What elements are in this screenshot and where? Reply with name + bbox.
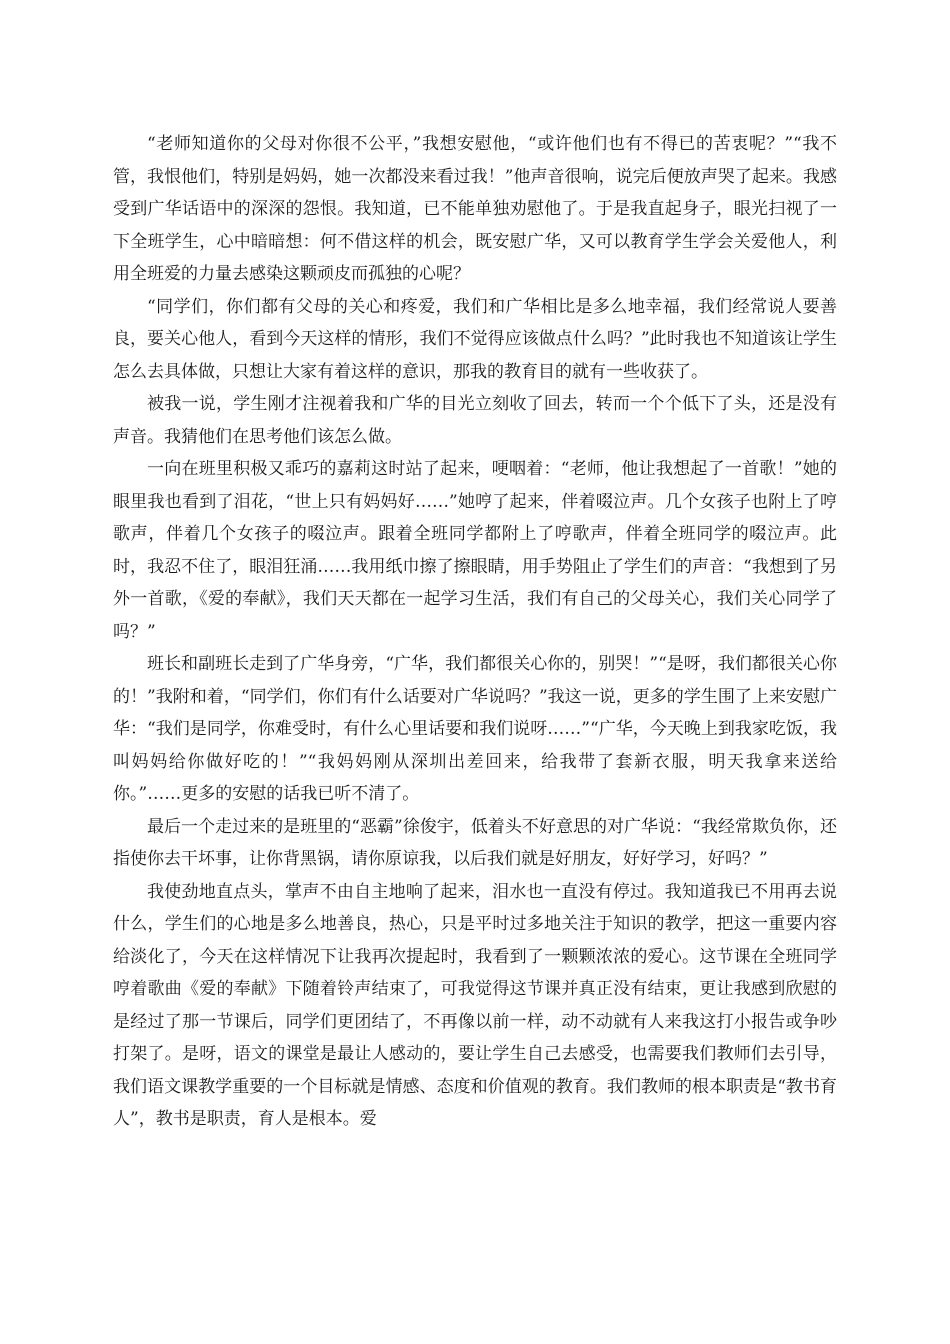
document-body <box>113 128 837 1136</box>
paragraph-3: 被我一说，学生刚才注视着我和广华的目光立刻收了回去，转而一个个低下了头，还是没有声音。我猜他们在思考他们该怎么做。 <box>113 394 837 447</box>
paragraph-4: 一向在班里积极又乖巧的嘉莉这时站了起来，哽咽着：“老师，他让我想起了一首歌！”她的眼里我也看到了泪花，“世上只有妈妈好……”她哼了起来，伴着啜泣声。几个女孩子也附上了哼歌声，伴着几个女孩子的啜泣声。跟着全班同学都附上了哼歌声，伴着全班同学的啜泣声。此时，我忍不住了，眼泪狂涌……我用纸巾擦了擦眼睛，用手势阻止了学生们的声音：“我想到了另外一首歌，《爱的奉献》，我们天天都在一起学习生活，我们有自己的父母关心，我们关心同学了吗？” <box>113 459 837 642</box>
paragraph-7: 我使劲地直点头，掌声不由自主地响了起来，泪水也一直没有停过。我知道我已不用再去说什么，学生们的心地是多么地善良，热心，只是平时过多地关注于知识的教学，把这一重要内容给淡化了，今天在这样情况下让我再次提起时，我看到了一颗颗浓浓的爱心。这节课在全班同学哼着歌曲《爱的奉献》下随着铃声结束了，可我觉得这节课并真正没有结束，更让我感到欣慰的是经过了那一节课后，同学们更团结了，不再像以前一样，动不动就有人来我这打小报告或争吵打架了。是呀，语文的课堂是最让人感动的，要让学生自己去感受，也需要我们教师们去引导，我们语文课教学重要的一个目标就是情感、态度和价值观的教育。我们教师的根本职责是“教书育人”，教书是职责，育人是根本。爱 <box>113 881 837 1129</box>
paragraph-5: 班长和副班长走到了广华身旁，“广华，我们都很关心你的，别哭！”“是呀，我们都很关心你的！”我附和着，“同学们，你们有什么话要对广华说吗？”我这一说，更多的学生围了上来安慰广华：“我们是同学，你难受时，有什么心里话要和我们说呀……”“广华，今天晚上到我家吃饭，我叫妈妈给你做好吃的！”“我妈妈刚从深圳出差回来，给我带了套新衣服，明天我拿来送给你。”……更多的安慰的话我已听不清了。 <box>113 654 837 804</box>
paragraph-2: “同学们，你们都有父母的关心和疼爱，我们和广华相比是多么地幸福，我们经常说人要善良，要关心他人，看到今天这样的情形，我们不觉得应该做点什么吗？”此时我也不知道该让学生怎么去具体做，只想让大家有着这样的意识，那我的教育目的就有一些收获了。 <box>113 296 837 382</box>
paragraph-6: 最后一个走过来的是班里的“恶霸”徐俊宇，低着头不好意思的对广华说：“我经常欺负你，还指使你去干坏事，让你背黑锅，请你原谅我，以后我们就是好朋友，好好学习，好吗？” <box>113 816 837 869</box>
paragraph-1: “老师知道你的父母对你很不公平，”我想安慰他，“或许他们也有不得已的苦衷呢？”“我不管，我恨他们，特别是妈妈，她一次都没来看过我！”他声音很响，说完后便放声哭了起来。我感受到广华话语中的深深的怨恨。我知道，已不能单独劝慰他了。于是我直起身子，眼光扫视了一下全班学生，心中暗暗想：何不借这样的机会，既安慰广华，又可以教育学生学会关爱他人，利用全班爱的力量去感染这颗顽皮而孤独的心呢？ <box>113 134 837 284</box>
